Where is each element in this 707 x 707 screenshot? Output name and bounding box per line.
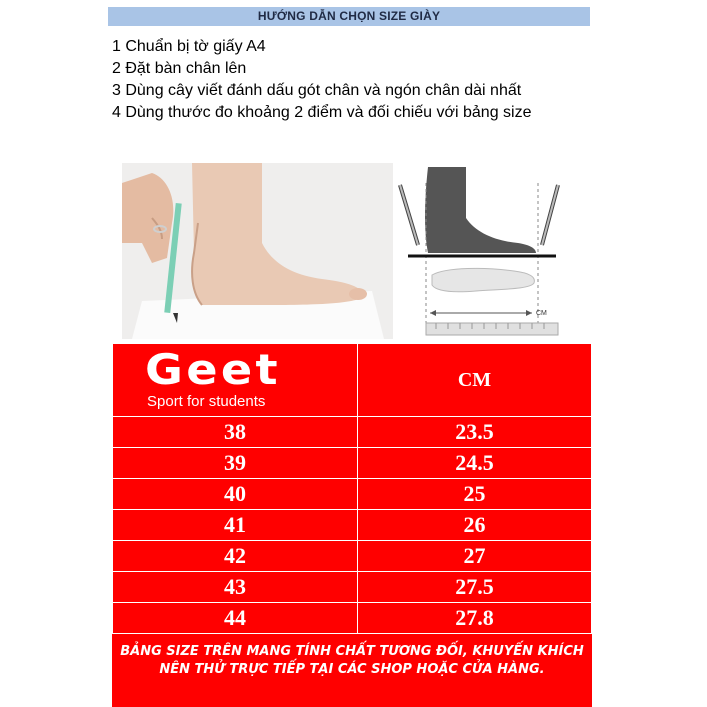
size-cell: 42 [113,541,358,572]
step-2: 2 Đặt bàn chân lên [112,60,247,77]
foot-measuring-illustration [122,163,393,339]
table-row [113,572,592,603]
size-cell: 41 [113,510,358,541]
cm-cell: 27.5 [358,572,592,603]
foot-measuring-photo [122,163,393,339]
cm-cell: 23.5 [358,417,592,448]
step-1: 1 Chuẩn bị tờ giấy A4 [112,38,266,55]
step-4: 4 Dùng thước đo khoảng 2 điểm và đối chiếu với bảng size [112,104,532,121]
table-row [113,603,592,634]
step-3: 3 Dùng cây viết đánh dấu gót chân và ngón chân dài nhất [112,82,522,99]
size-cell: 40 [113,479,358,510]
size-table [112,343,592,634]
cm-cell: 27 [358,541,592,572]
cm-cell: 27.8 [358,603,592,634]
brand-logo [113,344,357,416]
table-row [113,541,592,572]
brand-logo-cell [113,344,358,417]
size-cell: 44 [113,603,358,634]
cm-cell: 24.5 [358,448,592,479]
diagram-cm-label: CM [536,310,547,317]
table-row [113,479,592,510]
guide-title: HƯỚNG DẪN CHỌN SIZE GIÀY [108,7,590,26]
table-header-row [113,344,592,417]
brand-tagline: Sport for students [147,393,266,410]
header-cm: CM [358,344,592,417]
cm-cell: 25 [358,479,592,510]
size-disclaimer-note: BẢNG SIZE TRÊN MANG TÍNH CHẤT TƯƠNG ĐỐI, KHUYẾN KHÍCH NÊN THỬ TRỰC TIẾP TẠI CÁC SHOP HOẶC CỬA HÀNG. [120,644,584,677]
table-row [113,448,592,479]
size-cell: 38 [113,417,358,448]
foot-outline-diagram [396,163,576,339]
instruction-steps [112,36,602,124]
table-row [113,417,592,448]
size-chart [112,343,592,707]
size-cell: 43 [113,572,358,603]
brand-logo-text: Geet [145,345,281,394]
cm-cell: 26 [358,510,592,541]
foot-measure-diagram [396,163,576,339]
size-cell: 39 [113,448,358,479]
table-row [113,510,592,541]
